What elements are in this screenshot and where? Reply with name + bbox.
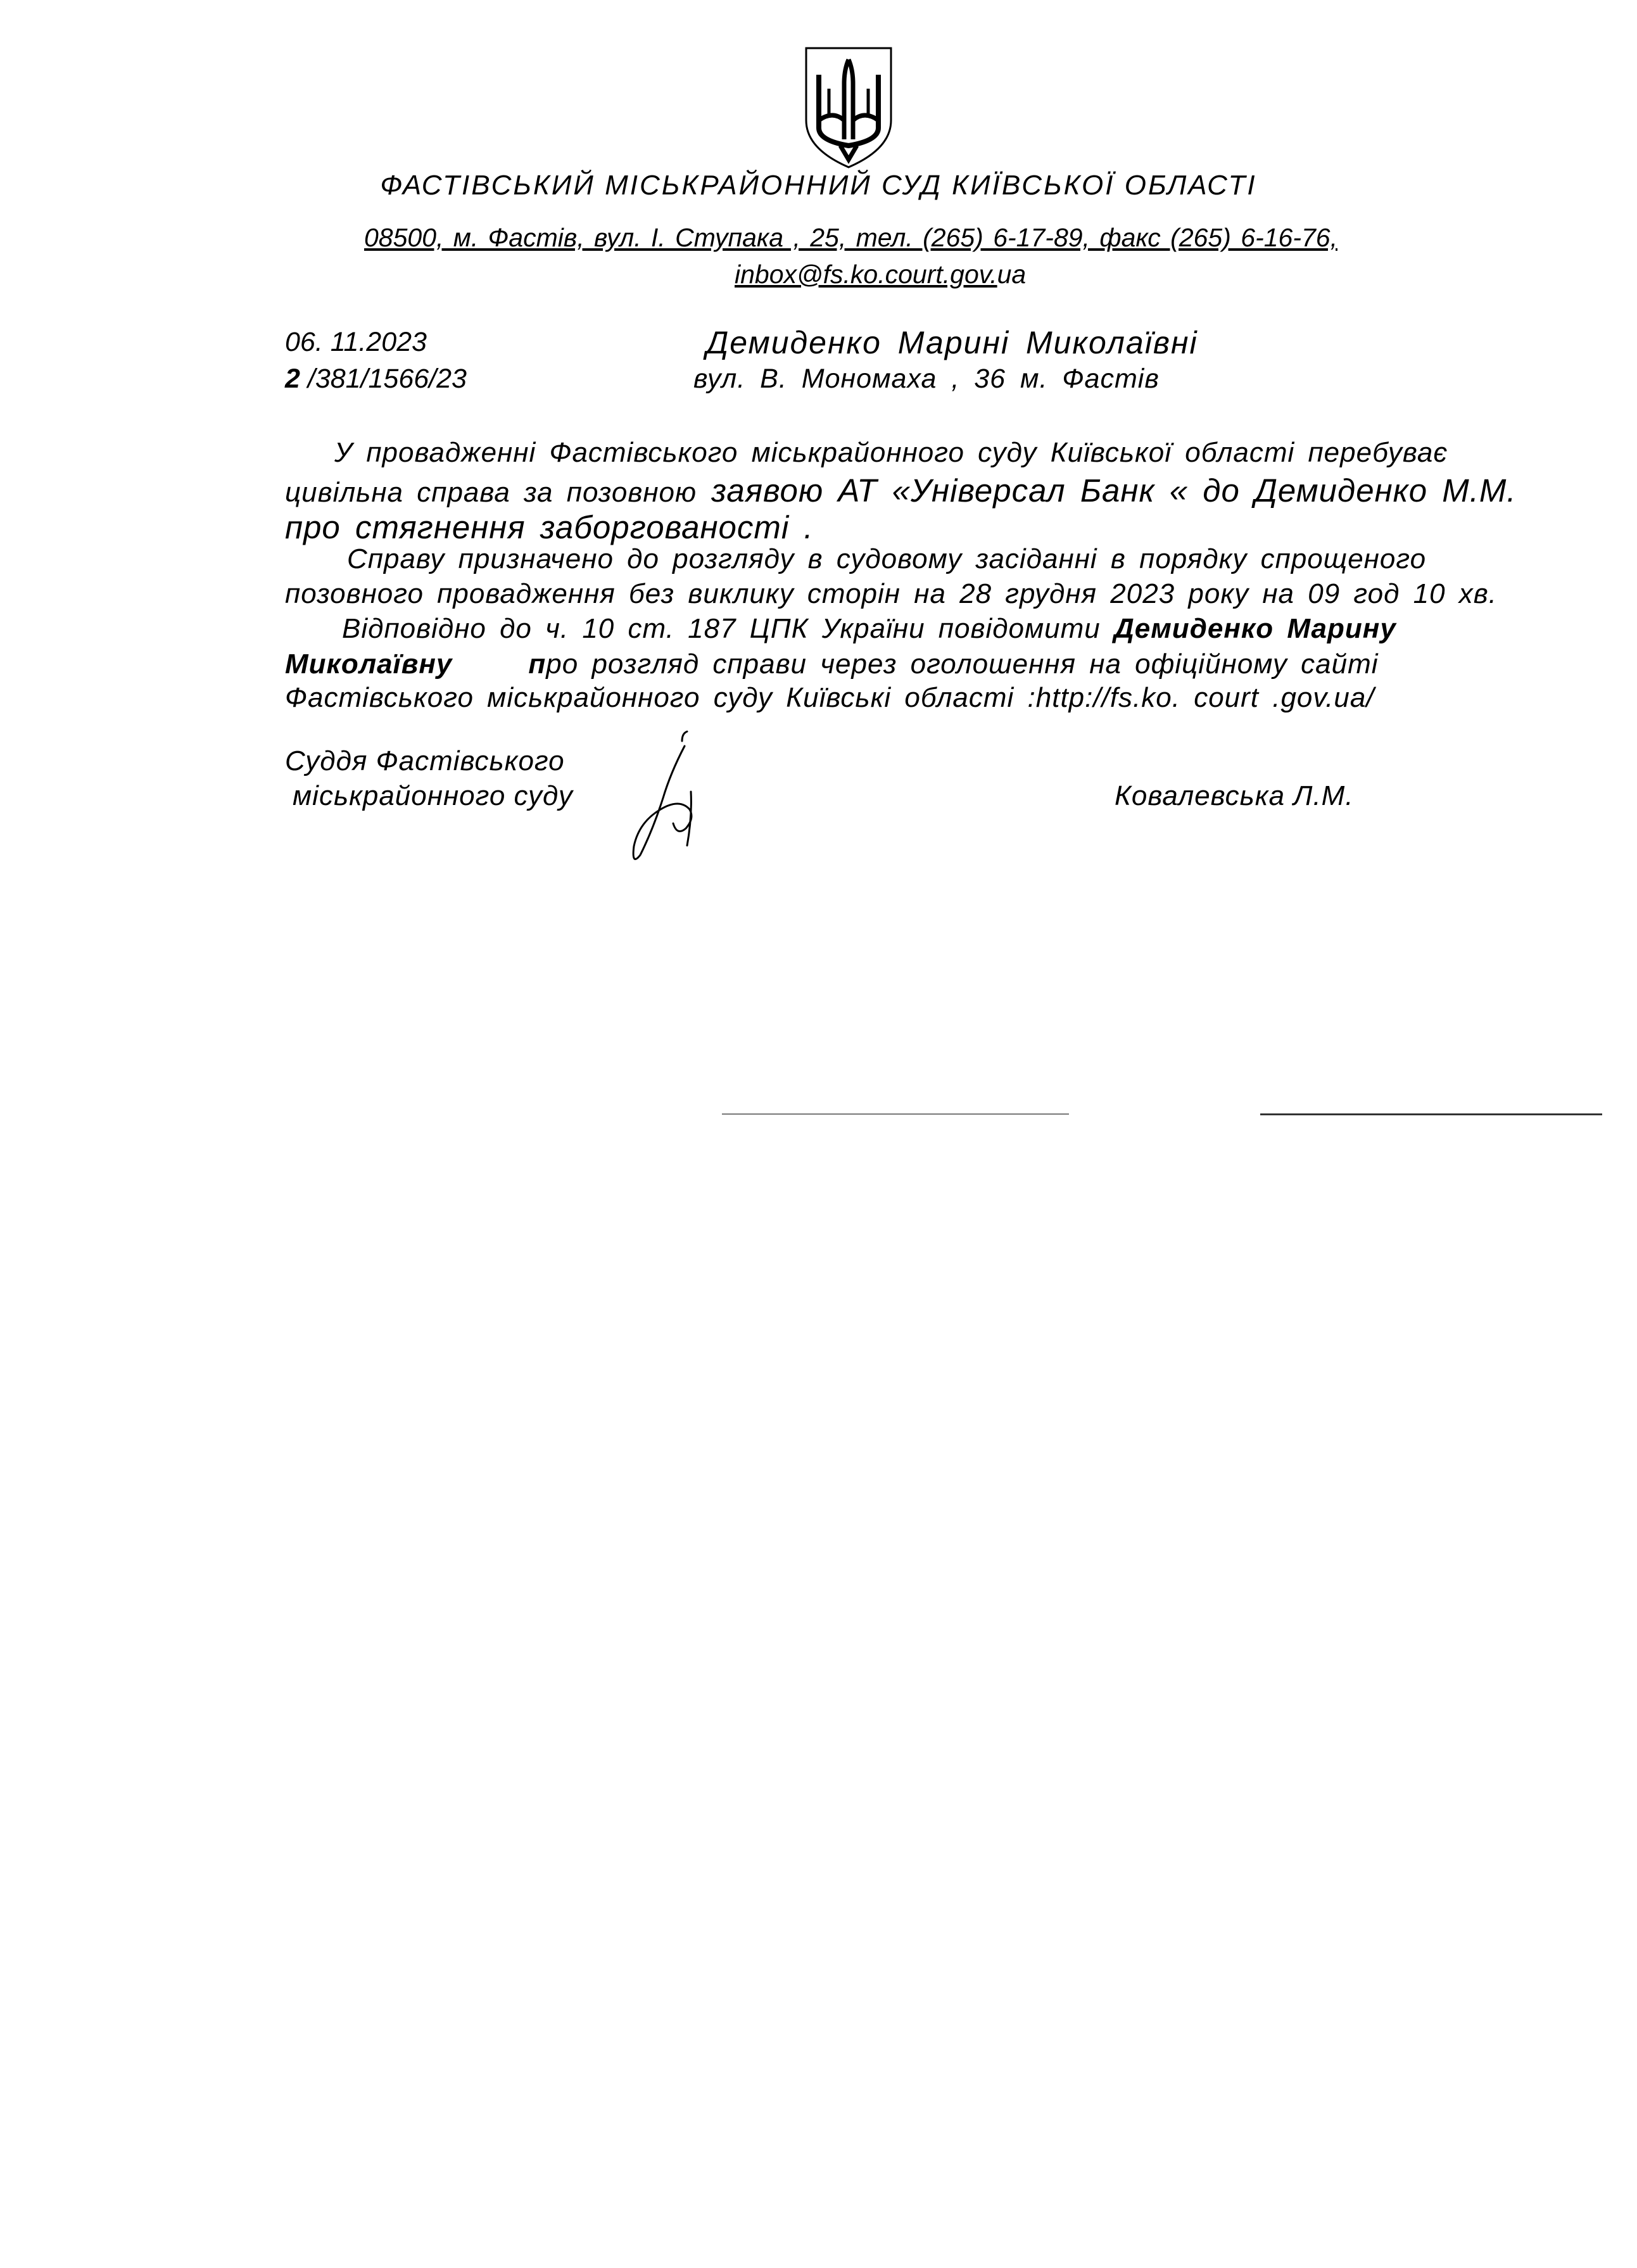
case-number xyxy=(285,364,467,395)
paragraph-1-line-1: У провадженні Фастівського міськрайонного суду Київської області перебуває xyxy=(334,437,1448,468)
email-suffix: ua xyxy=(997,260,1027,289)
p3-line1-name: Демиденко Марину xyxy=(1114,613,1396,644)
paragraph-3-line-1 xyxy=(342,613,1396,645)
judge-name: Ковалевська Л.М. xyxy=(1115,780,1354,811)
email-link[interactable]: inbox@fs.ko.court.gov. xyxy=(735,260,997,289)
court-name: ФАСТІВСЬКИЙ МІСЬКРАЙОННИЙ СУД КИЇВСЬКОЇ ОБЛАСТІ xyxy=(380,170,1257,201)
coat-of-arms-icon xyxy=(801,44,896,171)
document-date: 06. 11.2023 xyxy=(285,327,427,357)
case-number-rest: /381/1566/23 xyxy=(300,364,467,394)
handwritten-signature xyxy=(624,728,712,868)
court-address: 08500, м. Фастів, вул. І. Ступака , 25, тел. (265) 6-17-89, факс (265) 6-16-76, xyxy=(364,223,1337,252)
p1-line2-part-a: цивільна справа за позовною xyxy=(285,477,697,508)
p1-line2-part-b: заявою АТ «Універсал Банк « до Демиденко М.М. xyxy=(697,472,1517,509)
divider-line-right xyxy=(1260,1113,1602,1115)
recipient-name: Демиденко Марині Миколаївні xyxy=(706,325,1198,360)
paragraph-3-line-2 xyxy=(285,649,1379,680)
divider-line-left xyxy=(722,1113,1069,1115)
paragraph-1-line-3: про стягнення заборгованості . xyxy=(285,509,814,545)
case-number-prefix: 2 xyxy=(285,364,300,394)
p3-line2-name: Миколаївну xyxy=(285,649,453,680)
p3-line1-part-a: Відповідно до ч. 10 ст. 187 ЦПК України повідомити xyxy=(342,613,1115,644)
paragraph-3-line-3: Фастівського міськрайонного суду Київські області :http://fs.ko. court .gov.ua/ xyxy=(285,682,1375,713)
p3-line2-rest: ро розгляд справи через оголошення на офіційному сайті xyxy=(546,649,1379,680)
judge-title-line-1: Суддя Фастівського xyxy=(285,745,565,776)
judge-title-line-2: міськрайонного суду xyxy=(293,780,573,811)
paragraph-2-line-1: Справу призначено до розгляду в судовому засіданні в порядку спрощеного xyxy=(347,543,1427,574)
recipient-address: вул. В. Мономаха , 36 м. Фастів xyxy=(693,364,1160,394)
court-email xyxy=(735,260,1026,289)
p3-line2-initial: п xyxy=(528,649,547,680)
paragraph-2-line-2: позовного провадження без виклику сторін на 28 грудня 2023 року на 09 год 10 хв. xyxy=(285,578,1497,609)
paragraph-1-line-2 xyxy=(285,472,1517,509)
